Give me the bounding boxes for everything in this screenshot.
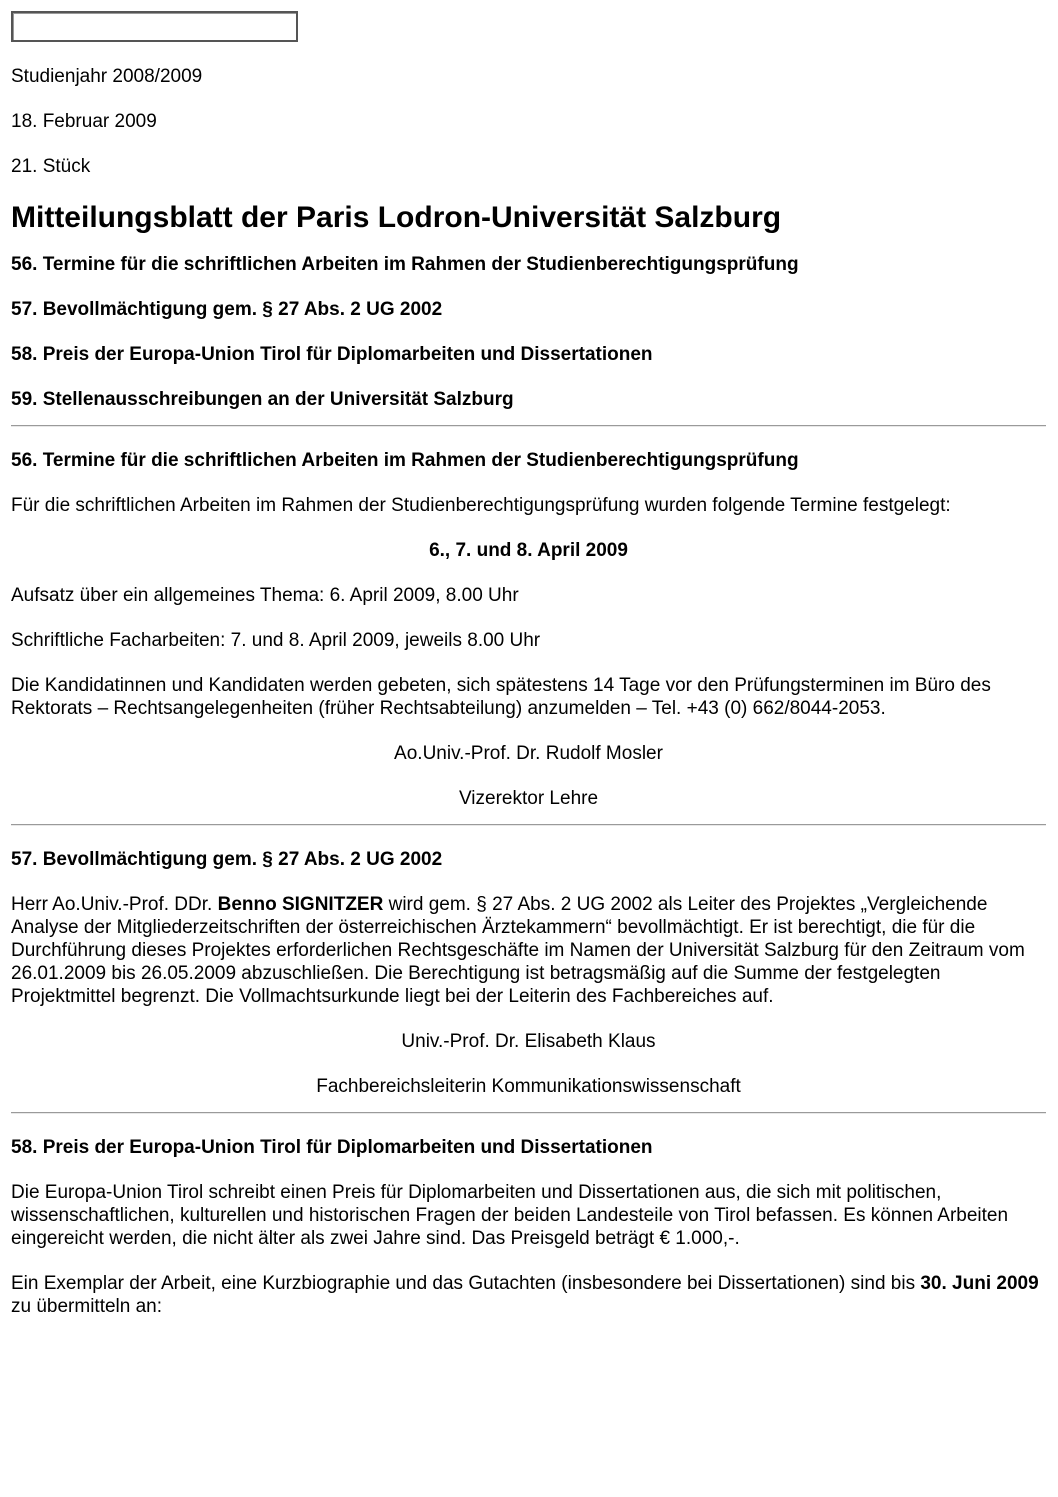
toc-link-57[interactable]: 57. Bevollmächtigung gem. § 27 Abs. 2 UG 2002 — [11, 299, 443, 320]
section-57-signer: Univ.-Prof. Dr. Elisabeth Klaus — [401, 1031, 656, 1052]
section-58-para2-before: Ein Exemplar der Arbeit, eine Kurzbiographie und das Gutachten (insbesondere bei Dissertationen) sind bis — [11, 1273, 921, 1294]
divider — [11, 824, 1046, 826]
section-58-deadline: 30. Juni 2009 — [920, 1273, 1039, 1294]
toc-link-58[interactable]: 58. Preis der Europa-Union Tirol für Diplomarbeiten und Dissertationen — [11, 344, 653, 365]
section-56-facharbeiten: Schriftliche Facharbeiten: 7. und 8. April 2009, jeweils 8.00 Uhr — [11, 630, 541, 651]
section-57-role: Fachbereichsleiterin Kommunikationswissenschaft — [316, 1076, 741, 1097]
section-56-dates: 6., 7. und 8. April 2009 — [429, 540, 628, 561]
section-57-text-after: wird gem. § 27 Abs. 2 UG 2002 als Leiter des Projektes „Vergleichende Analyse der Mitgliederzeitschriften der österreichischen Ärztekammern“ bevollmächtigt. Er ist berechtigt, die für die Durchführung dieses Projektes erforderlichen Rechtsgeschäfte im Namen der Universität Salzburg für den Zeitraum vom 26.01.2009 bis 26.05.2009 abzuschließen. Die Berechtigung ist betragsmäßig auf die Summe der festgelegten Projektmittel begrenzt. Die Vollmachtsurkunde liegt bei der Leiterin des Fachbereiches auf. — [11, 894, 1025, 1007]
document-page — [11, 11, 1046, 1340]
section-56-signer: Ao.Univ.-Prof. Dr. Rudolf Mosler — [394, 743, 663, 764]
toc-link-59[interactable]: 59. Stellenausschreibungen an der Universität Salzburg — [11, 389, 514, 410]
section-58-para2-after: zu übermitteln an: — [11, 1296, 163, 1317]
section-57-body — [11, 893, 1046, 1008]
section-57-name: Benno SIGNITZER — [217, 894, 384, 915]
section-58-para1: Die Europa-Union Tirol schreibt einen Preis für Diplomarbeiten und Dissertationen aus, die sich mit politischen, wissenschaftlichen, kulturellen und historischen Fragen der beiden Landesteile von Tirol befassen. Es können Arbeiten eingereicht werden, die nicht älter als zwei Jahre sind. Das Preisgeld beträgt € 1.000,-. — [11, 1182, 1009, 1249]
section-57-heading: 57. Bevollmächtigung gem. § 27 Abs. 2 UG 2002 — [11, 849, 443, 870]
studienjahr: Studienjahr 2008/2009 — [11, 66, 203, 87]
section-56-intro: Für die schriftlichen Arbeiten im Rahmen der Studienberechtigungsprüfung wurden folgende Termine festgelegt: — [11, 495, 951, 516]
page-title: Mitteilungsblatt der Paris Lodron-Universität Salzburg — [11, 201, 782, 234]
section-56-note: Die Kandidatinnen und Kandidaten werden gebeten, sich spätestens 14 Tage vor den Prüfungsterminen im Büro des Rektorats – Rechtsangelegenheiten (früher Rechtsabteilung) anzumelden – Tel. +43 (0) 662/8044-2053. — [11, 675, 991, 719]
section-58-heading: 58. Preis der Europa-Union Tirol für Diplomarbeiten und Dissertationen — [11, 1137, 653, 1158]
section-57-text-before: Herr Ao.Univ.-Prof. DDr. — [11, 894, 218, 915]
section-56-aufsatz: Aufsatz über ein allgemeines Thema: 6. April 2009, 8.00 Uhr — [11, 585, 519, 606]
section-58-para2 — [11, 1272, 1046, 1318]
divider — [11, 425, 1046, 427]
issue-date: 18. Februar 2009 — [11, 111, 157, 132]
issue-number: 21. Stück — [11, 156, 91, 177]
top-frame-box — [11, 11, 298, 42]
divider — [11, 1112, 1046, 1114]
toc-link-56[interactable]: 56. Termine für die schriftlichen Arbeiten im Rahmen der Studienberechtigungsprüfung — [11, 254, 799, 275]
section-56-heading: 56. Termine für die schriftlichen Arbeiten im Rahmen der Studienberechtigungsprüfung — [11, 450, 799, 471]
section-56-role: Vizerektor Lehre — [458, 788, 599, 809]
